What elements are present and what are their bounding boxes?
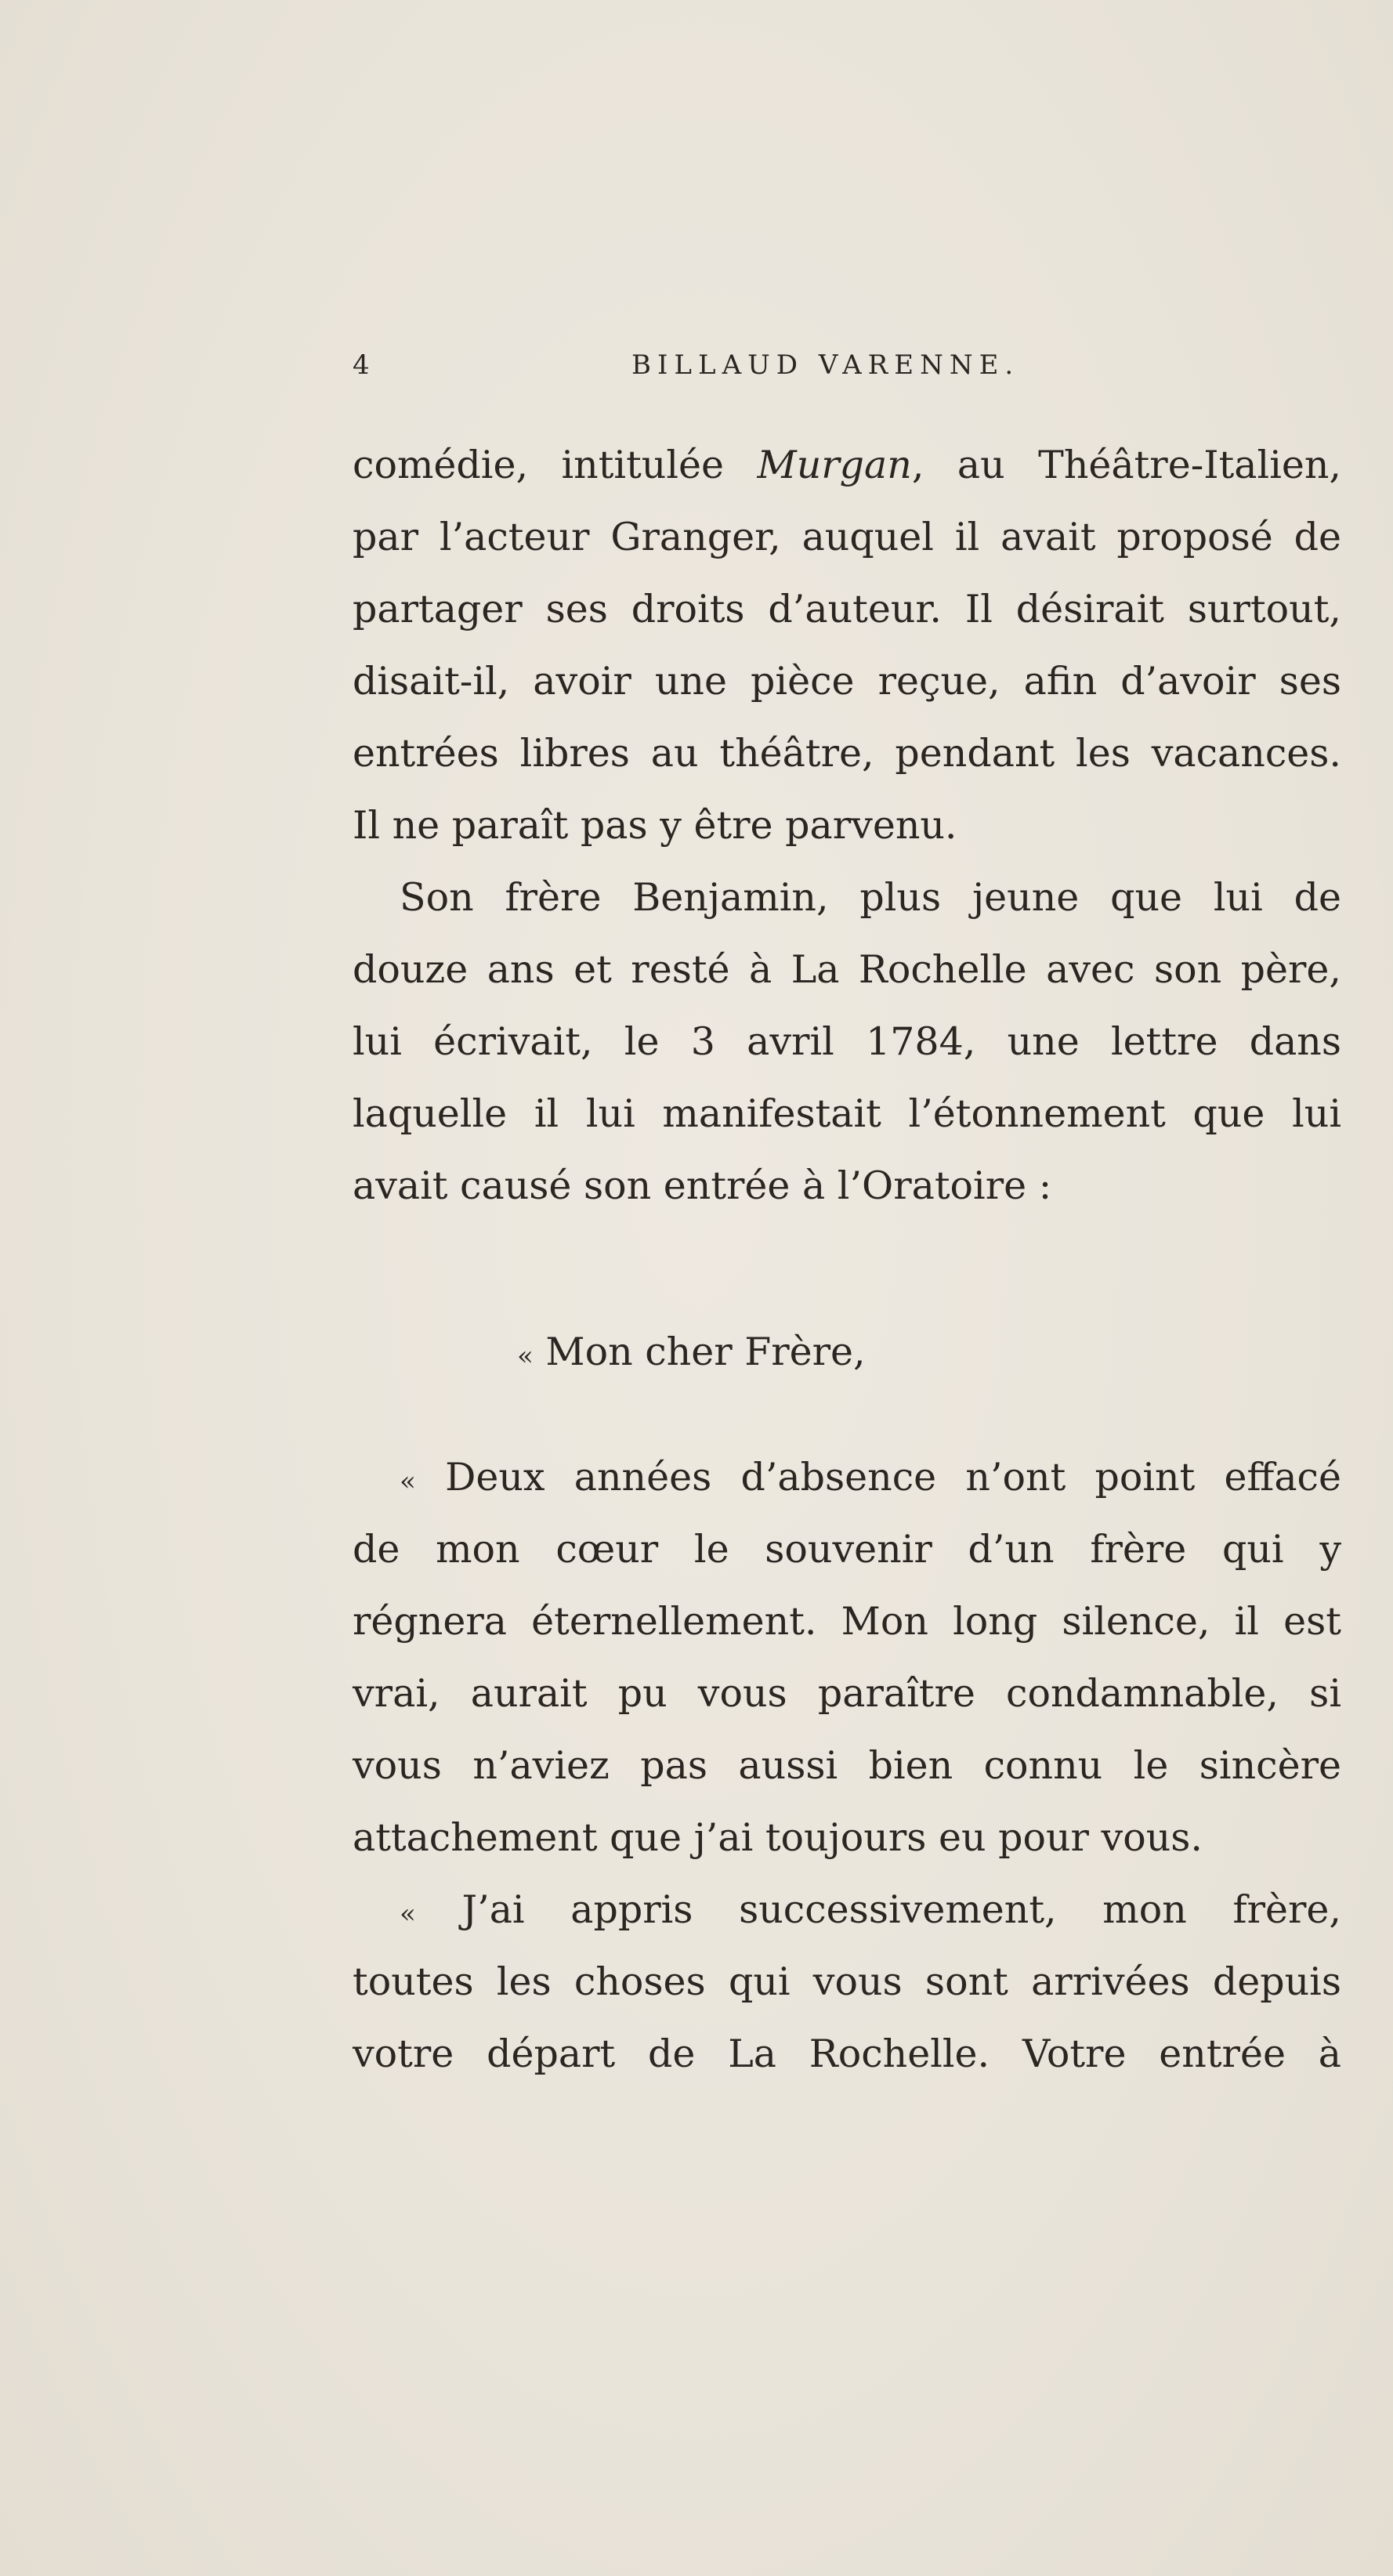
letter-paragraph-1-line-4: vrai, aurait pu vous paraître condamnable, si bbox=[353, 1671, 1341, 1716]
letter-paragraph-2-line-1: « J’ai appris successivement, mon frère, bbox=[400, 1887, 1341, 1932]
letter-paragraph-2-line-3: votre départ de La Rochelle. Votre entrée à bbox=[353, 2031, 1341, 2076]
paragraph-2-line-2: douze ans et resté à La Rochelle avec son père, bbox=[353, 947, 1341, 992]
salutation-quote-mark: « bbox=[517, 1340, 534, 1372]
paragraph-1-line-1: comédie, intitulée Murgan, au Théâtre-Italien, bbox=[353, 443, 1341, 487]
letter-body bbox=[353, 1442, 1341, 2090]
paragraph-2-line-3: lui écrivait, le 3 avril 1784, une lettre dans bbox=[353, 1019, 1341, 1064]
letter-paragraph-1-line-6: attachement que j’ai toujours eu pour vous. bbox=[353, 1815, 1203, 1860]
salutation-text: Mon cher Frère, bbox=[545, 1330, 866, 1374]
running-title: BILLAUD VARENNE. bbox=[631, 349, 1020, 381]
body-text bbox=[353, 429, 1341, 1222]
letter-paragraph-2-line-2: toutes les choses qui vous sont arrivées depuis bbox=[353, 1959, 1341, 2004]
paragraph-1-line-3: partager ses droits d’auteur. Il désirait surtout, bbox=[353, 587, 1341, 631]
paragraph-1-line-5: entrées libres au théâtre, pendant les vacances. bbox=[353, 731, 1341, 776]
quote-mark: « bbox=[400, 1466, 416, 1497]
letter-paragraph-1-line-1: « Deux années d’absence n’ont point effacé bbox=[400, 1455, 1341, 1500]
letter-salutation bbox=[517, 1316, 866, 1392]
paragraph-2-line-5: avait causé son entrée à l’Oratoire : bbox=[353, 1163, 1052, 1208]
paragraph-2-line-4: laquelle il lui manifestait l’étonnement que lui bbox=[353, 1091, 1341, 1136]
quote-mark: « bbox=[400, 1898, 416, 1930]
letter-paragraph-1-line-2: de mon cœur le souvenir d’un frère qui y bbox=[353, 1527, 1341, 1572]
paragraph-1-line-4: disait-il, avoir une pièce reçue, afin d’avoir ses bbox=[353, 659, 1341, 704]
play-title: Murgan bbox=[757, 443, 912, 487]
page-header bbox=[353, 349, 1348, 389]
paragraph-1-line-2: par l’acteur Granger, auquel il avait proposé de bbox=[353, 515, 1341, 559]
page-number: 4 bbox=[353, 349, 374, 381]
letter-paragraph-1-line-5: vous n’aviez pas aussi bien connu le sincère bbox=[353, 1743, 1341, 1788]
paragraph-2-line-1: Son frère Benjamin, plus jeune que lui de bbox=[400, 875, 1341, 920]
letter-paragraph-1-line-3: régnera éternellement. Mon long silence, il est bbox=[353, 1599, 1341, 1644]
paragraph-1-line-6: Il ne paraît pas y être parvenu. bbox=[353, 803, 957, 848]
